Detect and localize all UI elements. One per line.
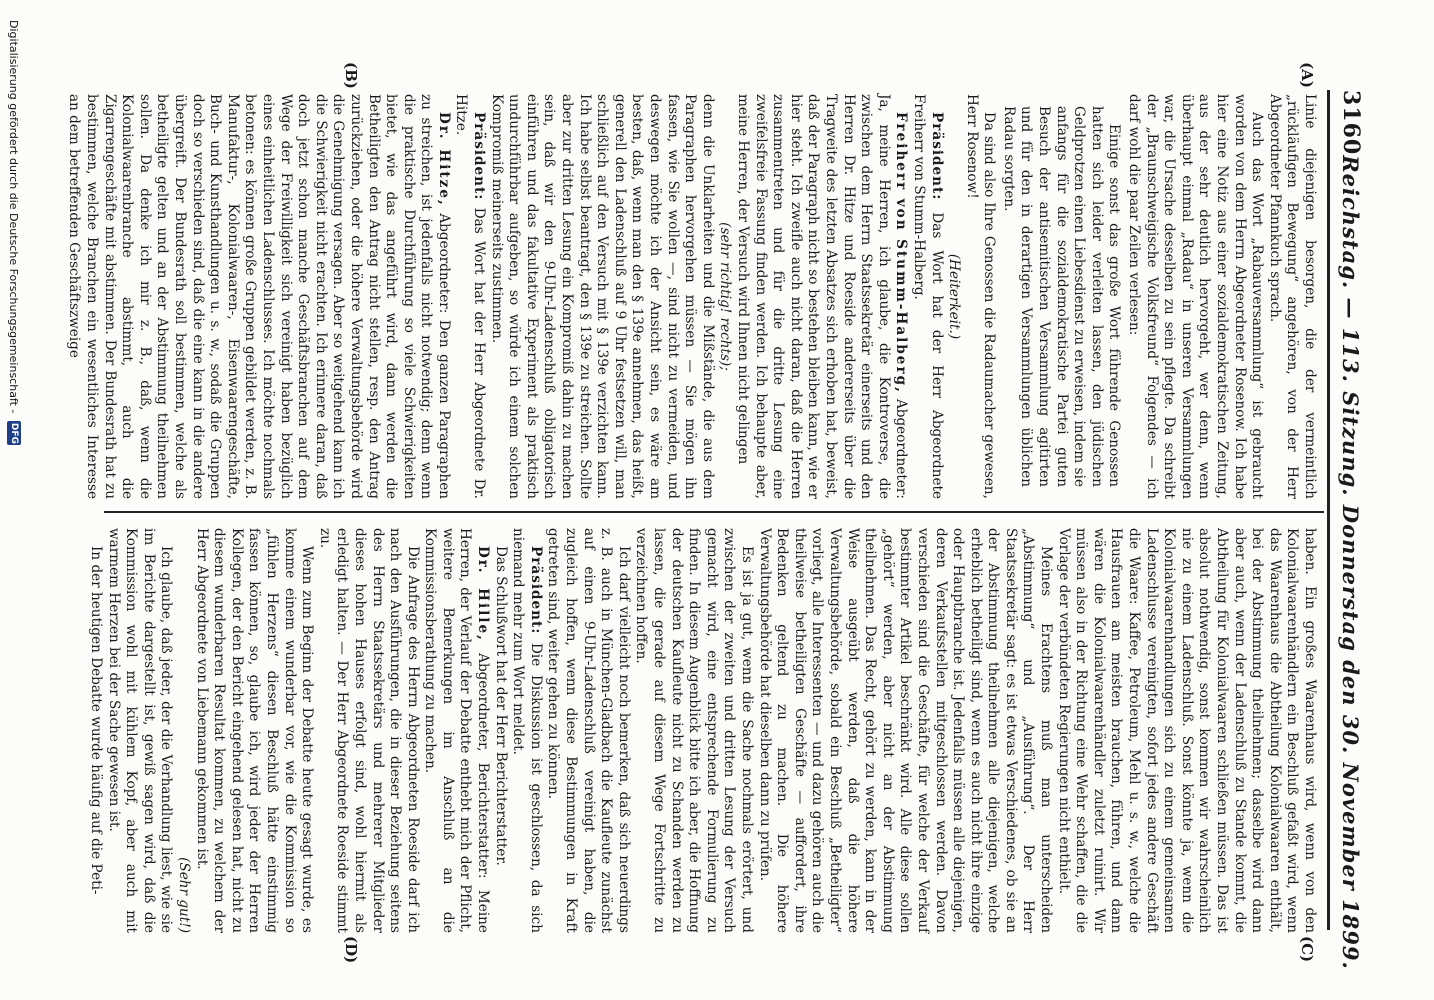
dfg-logo: DFG (9, 422, 19, 444)
paragraph: Wenn zum Beginn der Debatte heute gesagt wurde, es komme einem wunderbar vor, wie die Kommission so „fühlen Herzens“ diesen Beschluß hätte einstimmig fassen können, so, glaube ich, wird jeder der Herren Kollegen, der den Bericht eingehend gelesen hat, nicht zu diesem wunderbaren Resultat kommen, zu welchem der Herr Abgeordnete von Liebemann gekommen ist. (193, 528, 316, 933)
left-column (66, 94, 1318, 499)
speech-text: Das Wort hat der Herr Abgeordnete Dr. Hitze. (453, 94, 488, 499)
funding-credit: Digitalisierung gefördert durch die Deutsche Forschungsgemeinschaft - (7, 20, 21, 414)
quotation: Einige sonst das große Wort führende Genossen hatten sich leider verleiten lassen, den jüdischen Geldprotzen einen Liebesdienst zu erweisen, indem sie anfangs für die sozialdemokratische Partei guten Besuch der antisemitischen Versammlung agitirten und für den in derartigen Versammlungen üblichen Radau sorgten. (1000, 106, 1123, 487)
speech-paragraph (509, 528, 544, 933)
paragraph: denn die Unklarheiten und die Mißstände, die aus dem Paragraphen hervorgehen müssen — Sie mögen ihn fassen, wie Sie wollen —, sind nicht zu vermeiden, und deswegen möchte ich der Ansicht sein, es wäre am besten, daß, wenn man den § 139e annehmen, das heißt, generell den Ladenschluß auf 9 Uhr festsetzen will, man schließlich auf den Versuch mit § 139e verzichten kann. Ich habe selbst beantragt, den § 139e zu streichen. Sollte aber zur dritten Lesung ein Kompromiß dahin zu machen sein, daß wir den 9-Uhr-Ladenschluß obligatorisch einführen und das fakultative Experiment als praktisch undurchführbar aufgeben, so würde ich einem solchen Kompromiß meinerseits zustimmen. (488, 94, 716, 499)
margin-marker-d: (D) (342, 936, 360, 964)
paragraph: Ich darf vielleicht noch bemerken, daß sich neuerdings z. B. auch in München-Gladbach die Kaufleute zunächst auf einen 9-Uhr-Ladenschluß vereinigt haben, die zugleich hoffen, wenn diese Bestimmungen in Kraft getreten sind, weiter gehen zu können. (545, 528, 632, 933)
speaker-label: Dr. Hille, (475, 546, 492, 642)
margin-marker-a: (A) (1298, 62, 1316, 88)
page-number: 3160 (1338, 90, 1364, 156)
speaker-label: Präsident: (527, 546, 544, 635)
interjection: (sehr richtig! rechts); (717, 222, 734, 371)
speech-paragraph (733, 94, 909, 499)
margin-marker-b: (B) (342, 62, 360, 89)
speech-text: Das Wort hat der Herr Abgeordnete Freiherr von Stumm-Halberg. (910, 94, 945, 499)
column-divider (104, 511, 1324, 513)
paragraph: Ich glaube, daß jeder, der die Verhandlung liest, wie sie im Berichte dargestellt ist, gewiß sagen wird, daß die Kommission wohl mit kühlem Kopf, aber auch mit warmem Herzen bei der Sache gewesen ist. (105, 528, 175, 933)
speech-paragraph (65, 94, 452, 499)
paragraph: haben. Ein großes Waarenhaus wird, wenn von den Kolonialwaarenhändlern ein Beschluß gefaßt wird, wenn das Waarenhaus die Abtheilung Kolonialwaaren enthält, bei der Abstimmung theilnehmen; dasselbe wird dann aber auch, wenn der Ladenschluß zu Stande kommt, die Abtheilung für Kolonialwaaren schließen müssen. Das ist absolut nothwendig, sonst kommen wir wahrscheinlich nie zu einem Ladenschluß. Sonst könnte ja, wenn die Kolonialwaarenhandlungen sich zu einem gemeinsamen Ladenschlusse vereinigten, sofort jedes andere Geschäft die Waare: Kaffee, Petroleum, Mehl u. s. w., welche die Hausfrauen am meisten brauchen, führen, und dann wären die Kolonialwaarenhändler zuletzt ruinirt. Wir müssen also in der Richtung eine Wehr schaffen, die die Vorlage der verbündeten Regierungen nicht enthielt. (1055, 528, 1318, 933)
paragraph: Da sind also Ihre Genossen die Radaumacher gewesen, Herr Rosenow! (963, 94, 998, 499)
speech-paragraph (421, 528, 491, 933)
digitization-footer (4, 20, 24, 980)
paragraph: Die Anfrage des Herrn Abgeordneten Roeside darf ich nach den Ausführungen, die in dieser Beziehung seitens des Herrn Staatssekretärs und mehrerer Mitglieder dieses hohen Hauses erfolgt sind, wohl hiermit als erledigt halten. — Der Herr Abgeordnete Roeside stimmt zu. (316, 528, 421, 933)
paragraph: Es ist ja gut, wenn die Sache nochmals erörtert, und zwischen der zweiten und dritten Lesung der Versuch gemacht wird, eine entsprechende Formulierung zu finden. In diesem Augenblick bitte ich aber, die Hoffnung der deutschen Kaufleute nicht zu Schanden werden zu lassen, die gerade auf diesem Wege Fortschritte zu verzeichnen hoffen. (633, 528, 755, 933)
paragraph: Linie diejenigen besorgen, die der vermeintlich „rückläufigen Bewegung“ angehören, von der Herr Abgeordneter Pfannkuch sprach. (1266, 94, 1318, 499)
speech-paragraph (452, 94, 487, 499)
speech-text: Die Diskussion ist geschlossen, da sich niemand mehr zum Wort meldet. (510, 528, 544, 933)
header-rule (1327, 90, 1330, 930)
paragraph: Auch das Wort „Rabauversammlung“ ist gebraucht worden von dem Herrn Abgeordneter Rosenow. Ich habe hier eine Notiz aus einer sozialdemokratischen Zeitung, aus der sehr deutlich hervorgeht, wer denn, wenn überhaupt einmal „Radau“ in unseren Versammlungen war, die Ursache desselben zu sein pflegte. Da schreibt der „Braunschweigische Volksfreund“ Folgendes — ich darf wohl die paar Zeilen verlesen: (1126, 94, 1266, 499)
interjection: (Heiterkeit.) (946, 253, 963, 340)
speech-text: Abgeordneter: Den ganzen Paragraphen zu streichen, ist jedenfalls nicht notwendig; denn wenn die praktische Durchführung so viele Schwierigkeiten bietet, wie das angeführt wird, dann werden die Betheiligten den Antrag nicht stellen, resp. den Antrag zurückziehen, oder die höhere Verwaltungsbehörde wird die Genehmigung versagen. Aber so weitgehend kann ich die Schwierigkeit nicht erachten. Ich erinnere daran, daß doch jetzt schon manche Geschäftsbranchen auf dem Wege der Freiwilligkeit sich vereinigt haben bezüglich eines einheitlichen Ladenschlusses. Ich möchte nochmals betonen: es können große Gruppen gebildet werden, z. B. Manufaktur-, Kolonialwaaren-, Eisenwaarengeschäfte, Buch- und Kunsthandlungen u. s. w., sodaß die Gruppen doch so verschieden sind, daß die eine kann in die andere übergreift. Der Bundesrath soll bestimmen, welche als betheiligte gelten und an der Abstimmung theilnehmen sollen. Da denke ich mir z. B., daß, wenn die Kolonialwaarenbranche abstimmt, auch die Zigarrengeschäfte mit abstimmen. Der Bundesrath hat zu bestimmen, welche Branchen ein wesentliches Interesse an dem betreffenden Geschäftszweige (66, 94, 452, 499)
speaker-label: Präsident: (928, 112, 945, 201)
page-header (1334, 90, 1368, 970)
speech-text: Abgeordneter: Ja, meine Herren, ich glaube, die Kontroverse, die zwischen dem Herrn Staatssekretär einerseits und den Herren Dr. Hitze und Roeside andererseits über die Tragweite des letzten Absatzes sich erhoben hat, beweist, daß der Paragraph nicht so bestehen bleiben kann, wie er hier steht. Ich zweifle auch nicht daran, daß die Herren zusammentreten und für die dritte Lesung eine zweifelsfreie Fassung finden werden. Ich behaupte aber, meine Herren, der Versuch wird Ihnen nicht gelingen (735, 94, 910, 499)
speech-text: Abgeordneter, Berichterstatter: Meine Herren, der Verlauf der Debatte enthebt mich der Pflicht, weitere Bemerkungen im Anschluß an die Kommissionsberathung zu machen. (422, 528, 492, 933)
running-title: Reichstag. — 113. Sitzung. Donnerstag den 30. November 1899. (1338, 155, 1364, 970)
paragraph: Meines Erachtens muß man unterscheiden „Abstimmung“ und „Ausführung“. Der Herr Staatssekretär sagt: es ist etwas Verschiedenes, ob sie an der Abstimmung theilnehmen alle diejenigen, welche erheblich betheiligt sind, wenn es auch nicht ihre einzige oder Hauptbranche ist. Jedenfalls müssen alle diejenigen, deren Verkaufsstellen mitgeschlossen werden. Davon verschieden sind die Geschäfte, für welche der Verkauf bestimmter Artikel beschränkt wird. Alle diese sollen „gehört“ werden, aber nicht an der Abstimmung theilnehmen. Das Recht, gehört zu werden, kann in der Weise ausgeübt werden, daß die höhere Verwaltungsbehörde, sobald ein Beschluß „Betheiligter“ vorliegt, alle Interessenten — und dazu gehören auch die theilweise betheiligten Geschäfte — auffordert, ihre Bedenken geltend zu machen. Die höhere Verwaltungsbehörde hat dieselben dann zu prüfen. (756, 528, 1055, 933)
margin-marker-c: (C) (1298, 936, 1316, 963)
right-column (88, 528, 1318, 933)
speech-paragraph (909, 94, 944, 499)
speaker-label: Freiherr von Stumm-Halberg, (893, 112, 910, 394)
paragraph: Das Schlußwort hat der Herr Berichterstatter. (492, 546, 509, 866)
speaker-label: Präsident: (471, 112, 488, 201)
speaker-label: Dr. Hitze, (435, 112, 452, 207)
paragraph: In der heutigen Debatte wurde häufig auf die Peti- (88, 546, 105, 895)
interjection: (Sehr gut!) (176, 857, 192, 933)
